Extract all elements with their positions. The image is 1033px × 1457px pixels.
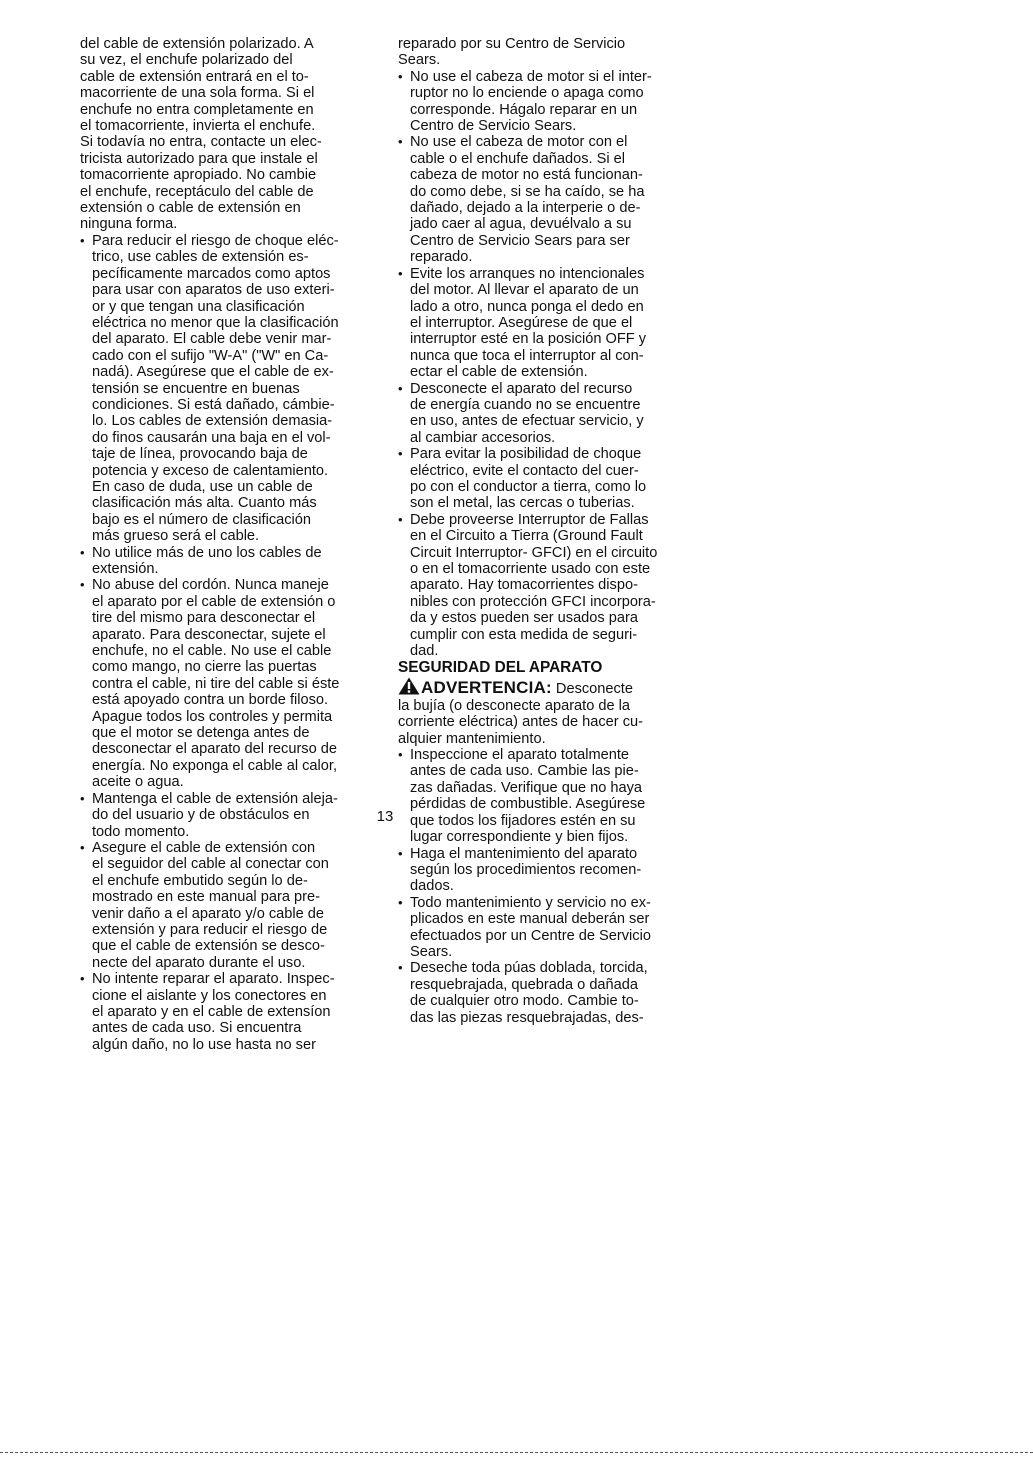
bullet-item: • Para reducir el riesgo de choque eléc- trico, use cables de extensión es- pecíficamente marcados como aptos para usar con aparatos de uso exteri- or y que tengan una clasificación eléctrica no menor que la clasificación del aparato. El cable debe venir mar- cado con el sufijo "W-A" ("W" en Ca- nadá). Asegúrese que el cable de ex- tensión se encuentre en buenas condiciones. Si está dañado, cámbie- lo. Los cables de extensión demasia- do finos causarán una baja en el vol- taje de línea, provocando baja de potencia y exceso de calentamiento. En caso de duda, use un cable de clasificación más alta. Cuanto más bajo es el número de clasificación más grueso será el cable. xyxy=(80,233,380,545)
bullet-item: • Mantenga el cable de extensión aleja- do del usuario y de obstáculos en todo momento. xyxy=(80,791,380,840)
left-intro-paragraph: del cable de extensión polarizado. A su vez, el enchufe polarizado del cable de extensión entrará en el to- macorriente de una sola forma. Si el enchufe no entra completamente en el tomacorriente, invierta el enchufe. Si todavía no entra, contacte un elec- tricista autorizado para que instale el tomacorriente apropiado. No cambie el enchufe, receptáculo del cable de extensión o cable de extensión en ninguna forma. xyxy=(80,36,322,233)
bullet-item: • Debe proveerse Interruptor de Fallas en el Circuito a Tierra (Ground Fault Circuit Interruptor- GFCI) en el circuito o en el tomacorriente usado con este aparato. Hay tomacorrientes dispo- nibles con protección GFCI incorpora- da y estos pueden ser usados para cumplir con esta medida de seguri- dad. xyxy=(398,512,698,660)
warning-triangle-icon xyxy=(398,677,420,695)
right-column xyxy=(398,36,698,1026)
bottom-dashed-rule xyxy=(0,1452,1033,1453)
bullet-item: • Asegure el cable de extensión con el seguidor del cable al conectar con el enchufe embutido según lo de- mostrado en este manual para pre- venir daño a el aparato y/o cable de extensión y para reducir el riesgo de que el cable de extensión se desco- necte del aparato durante el uso. xyxy=(80,840,380,971)
right-intro-paragraph: reparado por su Centro de Servicio Sears. xyxy=(398,36,626,69)
page-number: 13 xyxy=(376,808,394,825)
bullet-item: • Inspeccione el aparato totalmente antes de cada uso. Cambie las pie- zas dañadas. Verifique que no haya pérdidas de combustible. Asegúrese que todos los fijadores estén en su lugar correspondiente y bien fijos. xyxy=(398,747,698,845)
bullet-item: • Todo mantenimiento y servicio no ex- plicados en este manual deberán ser efectuados por un Centre de Servicio Sears. xyxy=(398,895,698,961)
bullet-item: • Haga el mantenimiento del aparato según los procedimientos recomen- dados. xyxy=(398,846,698,895)
bullet-item: • No use el cabeza de motor si el inter- ruptor no lo enciende o apaga como corresponde. Hágalo reparar en un Centro de Servicio Sears. xyxy=(398,69,698,135)
bullet-item: • Deseche toda púas doblada, torcida, resquebrajada, quebrada o dañada de cualquier otro modo. Cambie to- das las piezas resquebrajadas, des- xyxy=(398,960,698,1026)
bullet-item: • Evite los arranques no intencionales del motor. Al llevar el aparato de un lado a otro, nunca ponga el dedo en el interruptor. Asegúrese de que el interruptor esté en la posición OFF y nunca que toca el interruptor al con- ectar el cable de extensión. xyxy=(398,266,698,381)
warning-text: Desconecte la bujía (o desconecte aparato de la corriente eléctrica) antes de hacer cu- alquier mantenimiento. xyxy=(398,681,643,747)
left-column xyxy=(80,36,380,1053)
bullet-item: • Para evitar la posibilidad de choque eléctrico, evite el contacto del cuer- po con el conductor a tierra, como lo son el metal, las cercas o tuberias. xyxy=(398,446,698,512)
section-heading: SEGURIDAD DEL APARATO xyxy=(398,659,603,677)
warning-paragraph xyxy=(398,677,698,747)
bullet-item: • No intente reparar el aparato. Inspec- cione el aislante y los conectores en el aparato y en el cable de extensíon antes de cada uso. Si encuentra algún daño, no lo use hasta no ser xyxy=(80,971,380,1053)
bullet-item: • No abuse del cordón. Nunca maneje el aparato por el cable de extensión o tire del mismo para desconectar el aparato. Para desconectar, sujete el enchufe, no el cable. No use el cable como mango, no cierre las puertas contra el cable, ni tire del cable si éste está apoyado contra un borde filoso. Apague todos los controles y permita que el motor se detenga antes de desconectar el aparato del recurso de energía. No exponga el cable al calor, aceite o agua. xyxy=(80,577,380,790)
warning-label: ADVERTENCIA: xyxy=(421,678,552,698)
bullet-item: • No use el cabeza de motor con el cable o el enchufe dañados. Si el cabeza de motor no está funcionan- do como debe, si se ha caído, se ha dañado, dejado a la interperie o de- jado caer al agua, devuélvalo a su Centro de Servicio Sears para ser reparado. xyxy=(398,134,698,265)
right-bullet-list-top xyxy=(398,69,698,660)
left-bullet-list xyxy=(80,233,380,1053)
bullet-item: • No utilice más de uno los cables de extensión. xyxy=(80,545,380,578)
right-bullet-list-bottom xyxy=(398,747,698,1026)
bullet-item: • Desconecte el aparato del recurso de energía cuando no se encuentre en uso, antes de efectuar servicio, y al cambiar accesorios. xyxy=(398,381,698,447)
